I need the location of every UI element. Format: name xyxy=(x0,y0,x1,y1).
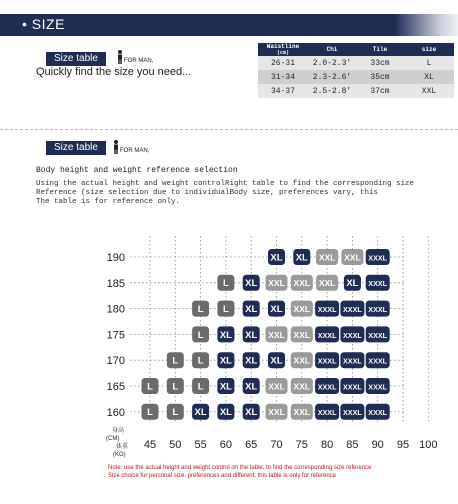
size-badge-label: L xyxy=(222,278,229,290)
size-badge-label: XXL xyxy=(344,252,361,263)
reference-text: Using the actual height and weight controlRight table to find the corresponding size Reference (size selection due to individualBody size, preferences vary, this The table is for reference only. xyxy=(36,180,415,206)
col-waistline: Waistline (cm) xyxy=(258,43,308,56)
x-tick-label: 85 xyxy=(346,439,359,451)
size-badge-label: XXL xyxy=(293,381,311,392)
quick-find-text: Quickly find the size you need... xyxy=(36,66,192,78)
size-badge-label: XL xyxy=(219,355,232,367)
y-tick-label: 175 xyxy=(106,329,125,342)
size-badge-label: XXXL xyxy=(343,408,362,418)
size-badge-label: XXL xyxy=(293,355,311,366)
reference-note: Note: use the actual height and weight control on the table, to find the corresponding size reference Size choice for personal size, preferences and different, this table is only for reference xyxy=(108,465,372,479)
size-badge-label: XXXL xyxy=(343,305,362,314)
table-row: 26-31 2.0-2.3' 33cm L xyxy=(258,56,454,70)
x-tick-label: 45 xyxy=(143,439,157,451)
size-badge-label: XXL xyxy=(318,252,336,263)
size-badge-label: XL xyxy=(219,407,232,419)
size-table-tag-2: Size table xyxy=(46,141,106,155)
for-man-label: FOR MAN, xyxy=(124,58,154,64)
size-badge-label: XL xyxy=(245,381,258,393)
x-axis-label: 体重 xyxy=(116,444,129,450)
size-badge-label: XL xyxy=(245,329,258,341)
size-badge-label: XXL xyxy=(268,381,285,392)
size-badge-label: XXL xyxy=(293,304,311,314)
y-tick-label: 160 xyxy=(106,406,125,419)
size-table-tag: Size table xyxy=(46,52,106,66)
y-tick-label: 185 xyxy=(106,277,125,290)
size-badge-label: XXL xyxy=(318,278,336,289)
y-tick-label: 180 xyxy=(106,303,125,316)
y-axis-unit: (CM) xyxy=(106,436,120,442)
size-badge-label: XL xyxy=(245,278,258,290)
size-badge-label: XXL xyxy=(293,407,311,418)
size-badge-label: XXXL xyxy=(317,356,337,366)
size-badge-label: XXXL xyxy=(368,330,388,340)
size-badge-label: XXL xyxy=(268,407,285,418)
size-badge-label: XXXL xyxy=(368,253,388,263)
size-badge-label: XL xyxy=(219,381,232,393)
size-badge-label: XXXL xyxy=(368,382,388,392)
size-badge-label: XXL xyxy=(268,278,285,289)
col-size: size xyxy=(404,43,454,56)
size-badge-label: L xyxy=(197,329,204,341)
size-badge-label: L xyxy=(147,407,153,419)
reference-heading: Body height and weight reference selection xyxy=(36,166,238,175)
size-badge-label: XL xyxy=(295,252,308,264)
size-badge-label: XXXL xyxy=(317,305,337,314)
size-badge-label: XXXL xyxy=(343,330,362,340)
size-badge-label: L xyxy=(172,407,179,419)
x-tick-label: 70 xyxy=(270,439,283,451)
table-row: 34-37 2.5-2.8' 37cm XXL xyxy=(258,84,454,98)
x-tick-label: 65 xyxy=(245,439,258,451)
y-axis-label: 身高 xyxy=(112,428,125,434)
col-chi: Chi xyxy=(308,43,356,56)
x-tick-label: 90 xyxy=(371,439,384,451)
x-tick-label: 100 xyxy=(419,439,438,451)
x-tick-label: 60 xyxy=(219,439,233,451)
size-badge-label: XXXL xyxy=(368,279,388,289)
size-badge-label: XL xyxy=(219,329,232,341)
for-man-label-2: FOR MAN, xyxy=(120,148,150,154)
size-badge-label: XXXL xyxy=(368,408,388,418)
size-badge-label: L xyxy=(172,381,179,393)
x-tick-label: 95 xyxy=(396,439,410,451)
size-badge-label: XXXL xyxy=(317,408,337,418)
size-badge-label: XXL xyxy=(293,278,311,289)
size-badge-label: XL xyxy=(245,407,258,419)
size-badge-label: L xyxy=(197,381,204,393)
y-tick-label: 170 xyxy=(106,355,125,368)
size-badge-label: L xyxy=(222,304,229,315)
size-badge-label: XL xyxy=(245,304,258,315)
size-badge-label: XXXL xyxy=(368,305,388,314)
x-tick-label: 80 xyxy=(320,439,334,451)
x-tick-label: 75 xyxy=(295,439,308,451)
size-badge-label: XL xyxy=(245,355,258,367)
size-badge-label: XXL xyxy=(293,329,311,340)
x-tick-label: 50 xyxy=(169,439,182,451)
table-row: 31-34 2.3-2.6' 35cm XL xyxy=(258,70,454,84)
size-badge-label: L xyxy=(147,381,153,393)
y-tick-label: 190 xyxy=(106,252,125,264)
size-badge-label: XL xyxy=(194,407,207,419)
size-badge-label: XXXL xyxy=(317,382,337,392)
size-badge-label: L xyxy=(172,355,179,367)
size-badge-label: XXXL xyxy=(343,382,362,392)
size-badge-label: XXXL xyxy=(343,356,362,366)
size-badge-label: XXXL xyxy=(368,356,388,366)
y-tick-label: 165 xyxy=(106,381,125,393)
size-badge-label: XXXL xyxy=(317,330,337,340)
size-badge-label: L xyxy=(197,355,204,367)
size-badge-label: XL xyxy=(270,304,283,315)
page-title: • SIZE xyxy=(22,16,65,32)
x-tick-label: 55 xyxy=(194,439,207,451)
size-badge-label: XL xyxy=(346,278,359,290)
col-tile: Tile xyxy=(356,43,404,56)
size-badge-label: XL xyxy=(270,252,283,264)
size-badge-label: XXL xyxy=(268,329,285,340)
size-badge-label: L xyxy=(197,304,204,315)
size-badge-label: XL xyxy=(270,355,283,367)
x-axis-unit: (KG) xyxy=(113,452,126,458)
